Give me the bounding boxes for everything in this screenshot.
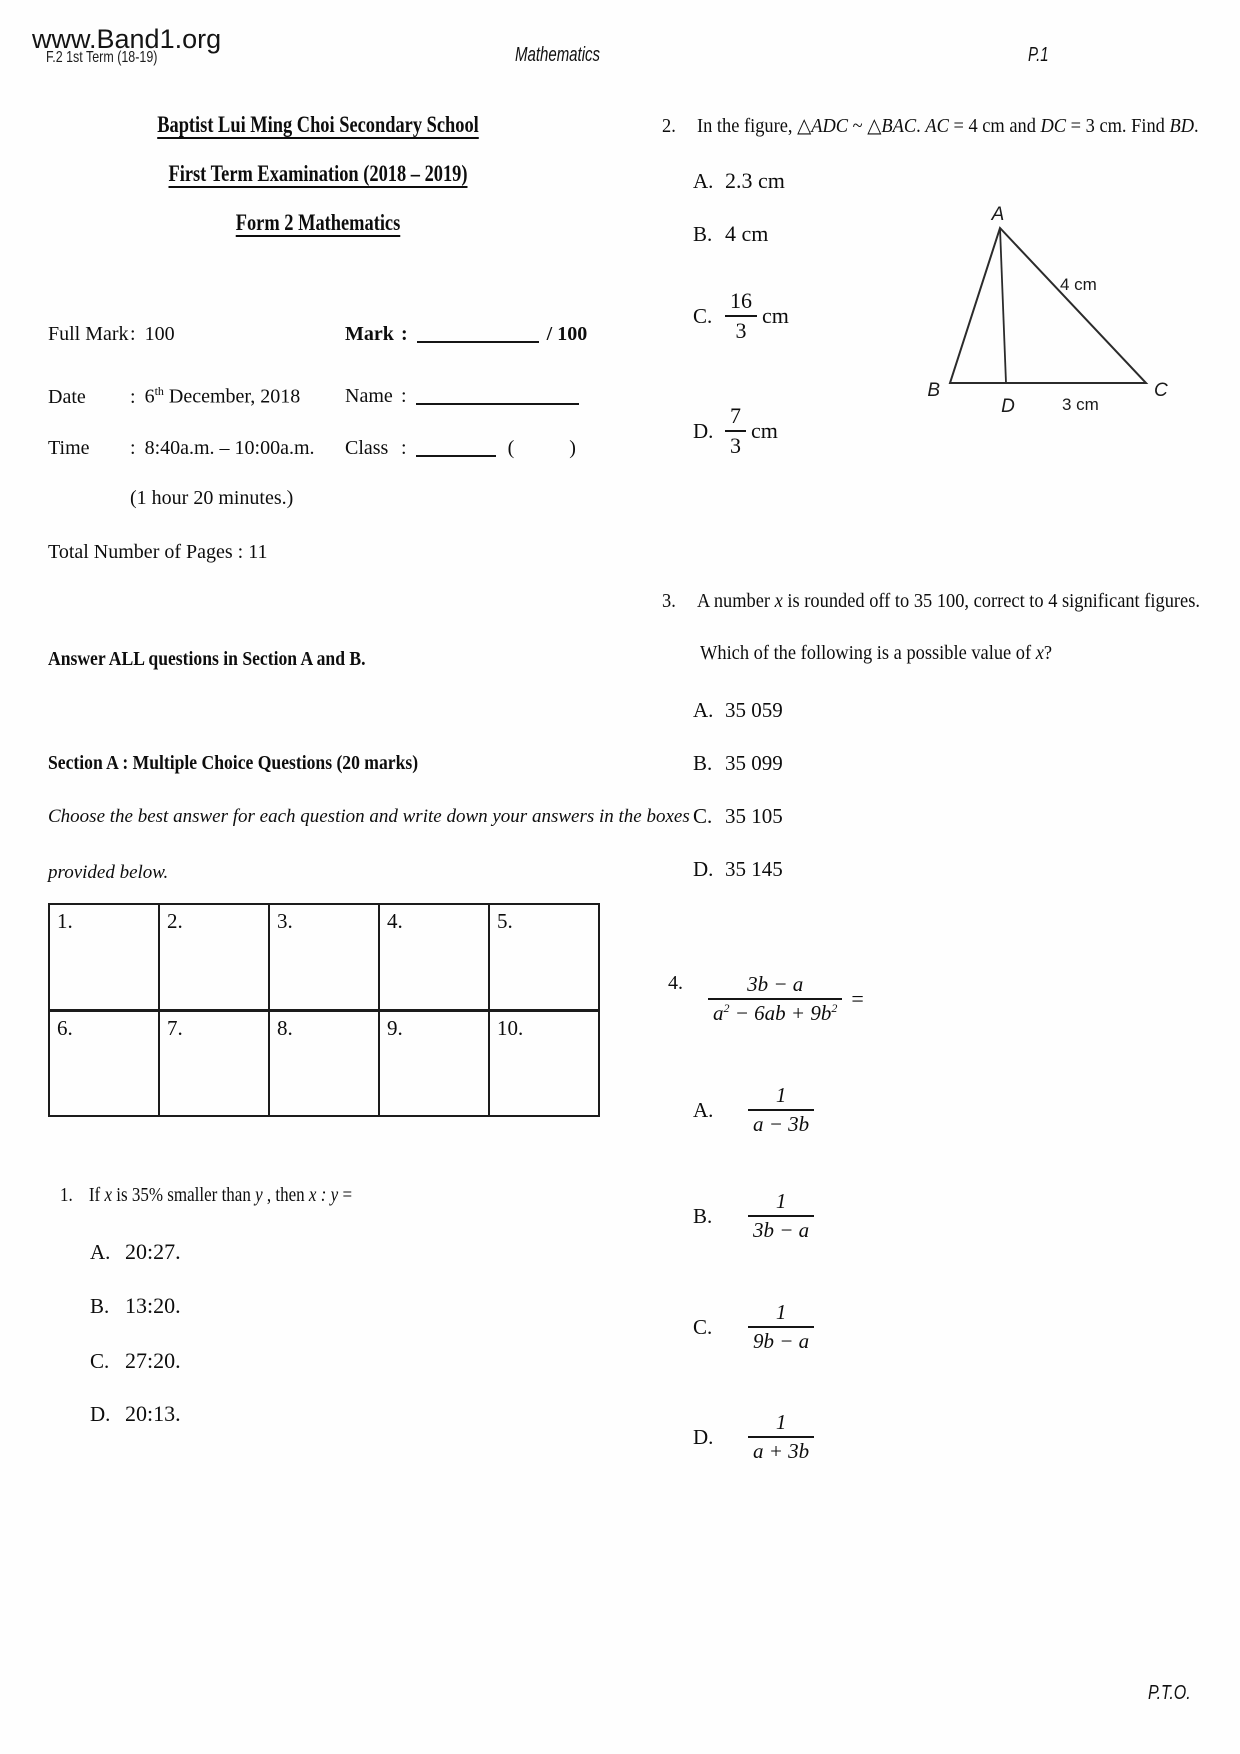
q2-option-b bbox=[693, 221, 768, 247]
answer-box-7: 7. bbox=[159, 1010, 269, 1116]
fraction-denominator: a − 3b bbox=[753, 1112, 810, 1137]
total-pages: Total Number of Pages : 11 bbox=[48, 541, 268, 563]
q1-option-b bbox=[90, 1293, 181, 1319]
option-value: 35 059 bbox=[725, 698, 783, 722]
unit-cm: cm bbox=[751, 418, 778, 444]
fraction-numerator: 1 bbox=[748, 1410, 814, 1438]
term-text: F.2 1st Term (18-19) bbox=[46, 49, 158, 66]
date-label: Date bbox=[48, 385, 86, 408]
fraction-denominator: 3 bbox=[730, 433, 741, 459]
q2-text: . bbox=[1194, 115, 1199, 137]
colon: : bbox=[401, 437, 407, 459]
q3-option-c bbox=[693, 804, 783, 829]
time-row bbox=[48, 436, 315, 460]
question-3-number: 3. bbox=[662, 590, 676, 612]
question-3-stem-line-2 bbox=[700, 641, 1052, 666]
answer-box-6: 6. bbox=[49, 1010, 159, 1116]
fraction bbox=[748, 1410, 814, 1464]
fraction-numerator: 3b − a bbox=[708, 972, 842, 1000]
question-3-stem-line-1 bbox=[662, 589, 1200, 614]
answer-box-4: 4. bbox=[379, 904, 489, 1010]
date-ordinal: th bbox=[154, 384, 164, 398]
option-label: A. bbox=[90, 1239, 111, 1264]
fraction-denominator: 3b − a bbox=[753, 1218, 810, 1243]
class-label: Class bbox=[345, 437, 389, 459]
colon: : bbox=[401, 385, 407, 407]
q2-text: = 4 cm and bbox=[948, 115, 1041, 137]
q2-text: In the figure, bbox=[696, 115, 798, 137]
answer-box-5: 5. bbox=[489, 904, 599, 1010]
fraction bbox=[748, 1083, 814, 1137]
mark-blank-field bbox=[417, 323, 539, 343]
q1-option-a bbox=[90, 1239, 181, 1265]
triangle-figure bbox=[896, 198, 1196, 428]
fraction-numerator: 7 bbox=[725, 403, 746, 432]
answer-grid-row-1 bbox=[49, 904, 599, 1010]
mark-label: Mark bbox=[345, 323, 394, 345]
vertex-b-label: B bbox=[927, 380, 940, 401]
question-4-stem bbox=[668, 972, 864, 1026]
name-row bbox=[345, 384, 579, 408]
option-label: A. bbox=[693, 168, 714, 193]
option-value: 4 cm bbox=[725, 221, 769, 246]
q2-side-bd: BD bbox=[1169, 115, 1195, 137]
fraction-denominator: a + 3b bbox=[753, 1439, 810, 1464]
q2-text: = 3 cm. Find bbox=[1066, 115, 1170, 137]
question-2-stem bbox=[662, 114, 1199, 139]
section-a-heading: Section A : Multiple Choice Questions (20 marks) bbox=[48, 752, 419, 774]
q3-option-a bbox=[693, 698, 783, 723]
cevian-ad bbox=[1000, 228, 1006, 383]
fraction-denominator: 3 bbox=[735, 318, 747, 344]
fraction bbox=[748, 1189, 814, 1243]
time-label: Time bbox=[48, 437, 90, 459]
answer-all-note: Answer ALL questions in Section A and B. bbox=[48, 648, 366, 670]
option-label: D. bbox=[693, 1424, 714, 1449]
option-label: A. bbox=[693, 698, 714, 722]
time-value: 8:40a.m. – 10:00a.m. bbox=[144, 437, 315, 459]
q1-option-c bbox=[90, 1348, 181, 1374]
full-mark-value: 100 bbox=[144, 323, 175, 345]
exam-name: First Term Examination (2018 – 2019) bbox=[168, 161, 468, 186]
option-label: A. bbox=[693, 1097, 714, 1122]
q2-side-dc: DC bbox=[1040, 115, 1067, 137]
name-blank-field bbox=[416, 385, 579, 405]
colon: : bbox=[401, 323, 408, 345]
q2-triangle-adc: ADC bbox=[811, 115, 849, 137]
answer-box-1: 1. bbox=[49, 904, 159, 1010]
q1-option-d bbox=[90, 1401, 181, 1427]
q4-option-d bbox=[693, 1410, 814, 1464]
question-1-number: 1. bbox=[60, 1184, 73, 1206]
answer-box-9: 9. bbox=[379, 1010, 489, 1116]
q4-equals: = bbox=[851, 986, 864, 1011]
q1-equals: = bbox=[342, 1184, 353, 1206]
exponent: 2 bbox=[831, 1001, 838, 1015]
fraction bbox=[725, 288, 757, 345]
option-label: C. bbox=[693, 1314, 713, 1339]
mark-row bbox=[345, 322, 587, 346]
option-label: C. bbox=[693, 804, 713, 828]
triangle-outline bbox=[950, 228, 1146, 383]
q2-triangle-bac: BAC bbox=[881, 115, 917, 137]
full-mark-row bbox=[48, 322, 175, 346]
class-blank-field bbox=[416, 437, 496, 457]
fraction-denominator: 9b − a bbox=[753, 1329, 810, 1354]
option-label: C. bbox=[90, 1348, 110, 1373]
option-label: B. bbox=[693, 1203, 713, 1228]
class-paren-open: ( bbox=[507, 437, 515, 459]
fraction-numerator: 16 bbox=[725, 288, 757, 317]
q4-option-b bbox=[693, 1189, 814, 1243]
option-label: C. bbox=[693, 303, 713, 328]
q2-text: . bbox=[916, 115, 926, 137]
q1-text: is 35% smaller than bbox=[116, 1184, 251, 1206]
date-day: 6 bbox=[144, 385, 155, 408]
question-1-stem bbox=[60, 1183, 352, 1208]
fraction-numerator: 1 bbox=[748, 1083, 814, 1111]
fraction-numerator: 1 bbox=[748, 1300, 814, 1328]
question-4-number: 4. bbox=[668, 972, 683, 994]
point-d-label: D bbox=[1001, 396, 1015, 417]
mark-out-of: / 100 bbox=[546, 323, 588, 345]
q3-text: Which of the following is a possible value of bbox=[700, 642, 1036, 664]
den-term: − 6ab + 9b bbox=[729, 1001, 832, 1025]
duration-note: (1 hour 20 minutes.) bbox=[130, 487, 294, 509]
instruction-line-2: provided below. bbox=[48, 862, 169, 883]
exponent: 2 bbox=[723, 1001, 730, 1015]
q4-option-a bbox=[693, 1083, 814, 1137]
class-row bbox=[345, 436, 576, 460]
q1-text: If bbox=[88, 1184, 101, 1206]
fraction bbox=[748, 1300, 814, 1354]
instruction-line-1: Choose the best answer for each question and write down your answers in the boxes bbox=[48, 806, 690, 827]
page-turn-over: P.T.O. bbox=[1148, 1682, 1191, 1704]
answer-box-3: 3. bbox=[269, 904, 379, 1010]
full-mark-label: Full Mark bbox=[48, 323, 129, 345]
option-label: B. bbox=[90, 1293, 110, 1318]
option-value: 20:27. bbox=[125, 1239, 181, 1264]
q3-text: ? bbox=[1043, 642, 1053, 664]
fraction-numerator: 1 bbox=[748, 1189, 814, 1217]
option-label: B. bbox=[693, 751, 713, 775]
option-label: B. bbox=[693, 221, 713, 246]
option-label: D. bbox=[693, 857, 714, 881]
colon: : bbox=[130, 437, 136, 459]
q2-option-a bbox=[693, 168, 785, 194]
q2-option-d bbox=[693, 403, 778, 460]
side-ac-dimension: 4 cm bbox=[1060, 275, 1097, 294]
q1-var-y: y bbox=[255, 1184, 263, 1206]
q4-main-fraction bbox=[708, 972, 842, 1026]
answer-box-2: 2. bbox=[159, 904, 269, 1010]
option-value: 35 099 bbox=[725, 751, 783, 775]
q2-side-ac: AC bbox=[925, 115, 949, 137]
q3-option-b bbox=[693, 751, 783, 776]
option-value: 2.3 cm bbox=[725, 168, 785, 193]
class-paren-close: ) bbox=[569, 437, 576, 459]
title-block bbox=[68, 112, 568, 259]
q3-option-d bbox=[693, 857, 783, 882]
answer-box-8: 8. bbox=[269, 1010, 379, 1116]
option-label: D. bbox=[90, 1401, 111, 1426]
answer-box-10: 10. bbox=[489, 1010, 599, 1116]
option-label: D. bbox=[693, 418, 714, 443]
similar-symbol: ~ bbox=[848, 115, 868, 137]
triangle-symbol: △ bbox=[797, 115, 812, 137]
school-name: Baptist Lui Ming Choi Secondary School bbox=[157, 112, 479, 137]
answer-grid-row-2 bbox=[49, 1010, 599, 1116]
fraction bbox=[725, 403, 746, 460]
option-value: 35 105 bbox=[725, 804, 783, 828]
option-value: 13:20. bbox=[125, 1293, 181, 1318]
vertex-c-label: C bbox=[1154, 380, 1168, 401]
name-label: Name bbox=[345, 385, 393, 407]
clipped-term-line bbox=[46, 49, 266, 68]
fraction-denominator bbox=[708, 1000, 842, 1026]
header-page-number: P.1 bbox=[1028, 44, 1049, 66]
header-subject: Mathematics bbox=[515, 44, 601, 66]
colon: : bbox=[130, 323, 136, 345]
triangle-symbol: △ bbox=[867, 115, 882, 137]
date-row bbox=[48, 384, 300, 409]
watermark-text: www.Band1.org bbox=[32, 24, 222, 54]
segment-dc-dimension: 3 cm bbox=[1062, 395, 1099, 414]
unit-cm: cm bbox=[762, 303, 789, 329]
q1-var-x: x bbox=[104, 1184, 113, 1206]
option-value: 35 145 bbox=[725, 857, 783, 881]
q3-var-x: x bbox=[774, 590, 783, 612]
option-value: 20:13. bbox=[125, 1401, 181, 1426]
q1-ratio-expr: x : y bbox=[308, 1184, 339, 1206]
q1-text: , then bbox=[266, 1184, 305, 1206]
date-rest: December, 2018 bbox=[163, 385, 301, 408]
den-term: a bbox=[713, 1001, 724, 1025]
question-2-number: 2. bbox=[662, 115, 676, 137]
answer-grid bbox=[48, 903, 600, 1117]
q2-option-c bbox=[693, 288, 789, 345]
q4-option-c bbox=[693, 1300, 814, 1354]
paper-name: Form 2 Mathematics bbox=[235, 210, 401, 235]
q3-text: A number bbox=[696, 590, 775, 612]
vertex-a-label: A bbox=[991, 204, 1005, 225]
option-value: 27:20. bbox=[125, 1348, 181, 1373]
q3-text: is rounded off to 35 100, correct to 4 significant figures. bbox=[782, 590, 1200, 612]
colon: : bbox=[130, 385, 136, 408]
q3-var-x: x bbox=[1035, 642, 1044, 664]
